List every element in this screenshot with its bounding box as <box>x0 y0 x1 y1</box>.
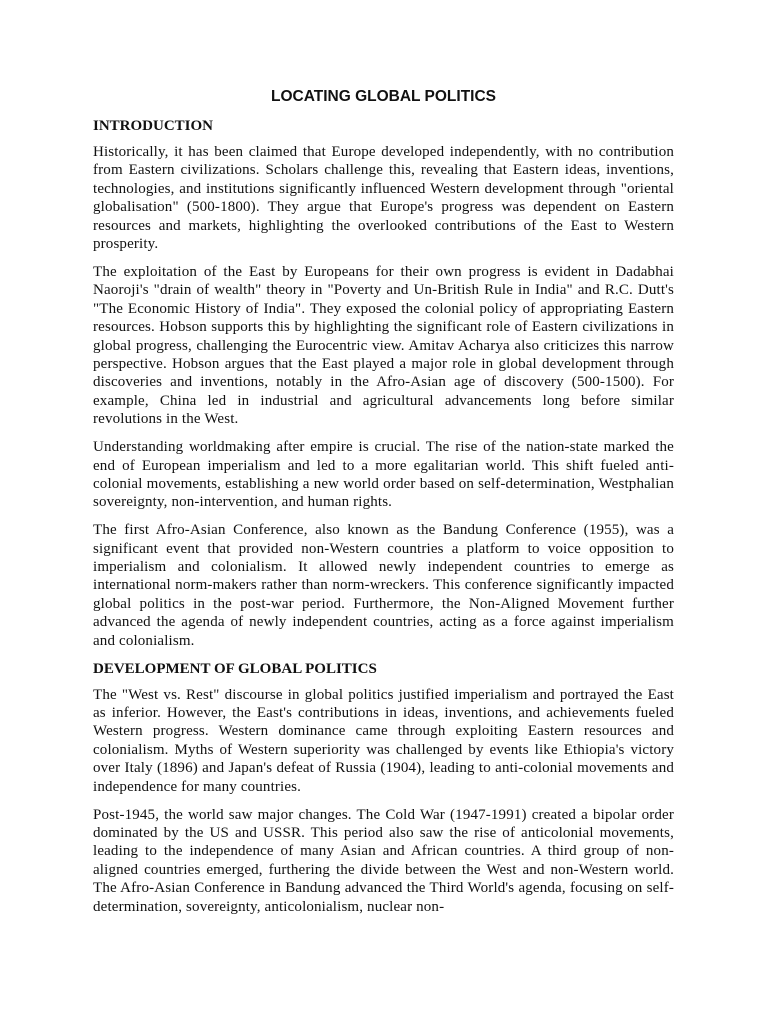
paragraph: The exploitation of the East by Europeans for their own progress is evident in Dadabhai Naoroji's "drain of wealth" theory in "Poverty and Un-British Rule in India" and R.C. Dutt's "The Economic History of India". They exposed the colonial policy of appropriating Eastern resources. Hobson supports this by highlighting the significant role of Eastern civilizations in global progress, challenging the Eurocentric view. Amitav Acharya also criticizes this narrow perspective. Hobson argues that the East played a major role in global development through discoveries and inventions, notably in the Afro-Asian age of discovery (500-1500). For example, China led in industrial and agricultural advancements long before similar revolutions in the West. <box>93 263 674 428</box>
paragraph: Understanding worldmaking after empire is crucial. The rise of the nation-state marked the end of European imperialism and led to a more egalitarian world. This shift fueled anti-colonial movements, establishing a new world order based on self-determination, Westphalian sovereignty, non-intervention, and human rights. <box>93 439 674 511</box>
section-heading-development: DEVELOPMENT OF GLOBAL POLITICS <box>93 660 377 677</box>
paragraph: Post-1945, the world saw major changes. The Cold War (1947-1991) created a bipolar order dominated by the US and USSR. This period also saw the rise of anticolonial movements, leading to the independence of many Asian and African countries. A third group of non-aligned countries emerged, furthering the divide between the West and non-Western world. The Afro-Asian Conference in Bandung advanced the Third World's agenda, focusing on self-determination, sovereignty, anticolonialism, nuclear non- <box>93 806 674 915</box>
document-title: LOCATING GLOBAL POLITICS <box>270 88 497 105</box>
paragraph: Historically, it has been claimed that Europe developed independently, with no contribution from Eastern civilizations. Scholars challenge this, revealing that Eastern ideas, inventions, technologies, and institutions significantly influenced Western development through "oriental globalisation" (500-1800). They argue that Europe's progress was dependent on Eastern resources and markets, highlighting the overlooked contributions of the East to Western prosperity. <box>93 144 674 253</box>
paragraph: The first Afro-Asian Conference, also known as the Bandung Conference (1955), was a significant event that provided non-Western countries a platform to voice opposition to imperialism and colonialism. It allowed newly independent countries to emerge as international norm-makers rather than norm-wreckers. This conference significantly impacted global politics in the post-war period. Furthermore, the Non-Aligned Movement further advanced the agenda of newly independent countries, acting as a force against imperialism and colonialism. <box>93 522 674 649</box>
document-page <box>93 86 674 925</box>
section-heading-introduction: INTRODUCTION <box>93 118 214 134</box>
paragraph: The "West vs. Rest" discourse in global politics justified imperialism and portrayed the East as inferior. However, the East's contributions in ideas, inventions, and achievements fueled Western progress. Western dominance came through exploiting Eastern resources and colonialism. Myths of Western superiority was challenged by events like Ethiopia's victory over Italy (1896) and Japan's defeat of Russia (1904), leading to anti-colonial movements and independence for many countries. <box>93 686 674 795</box>
